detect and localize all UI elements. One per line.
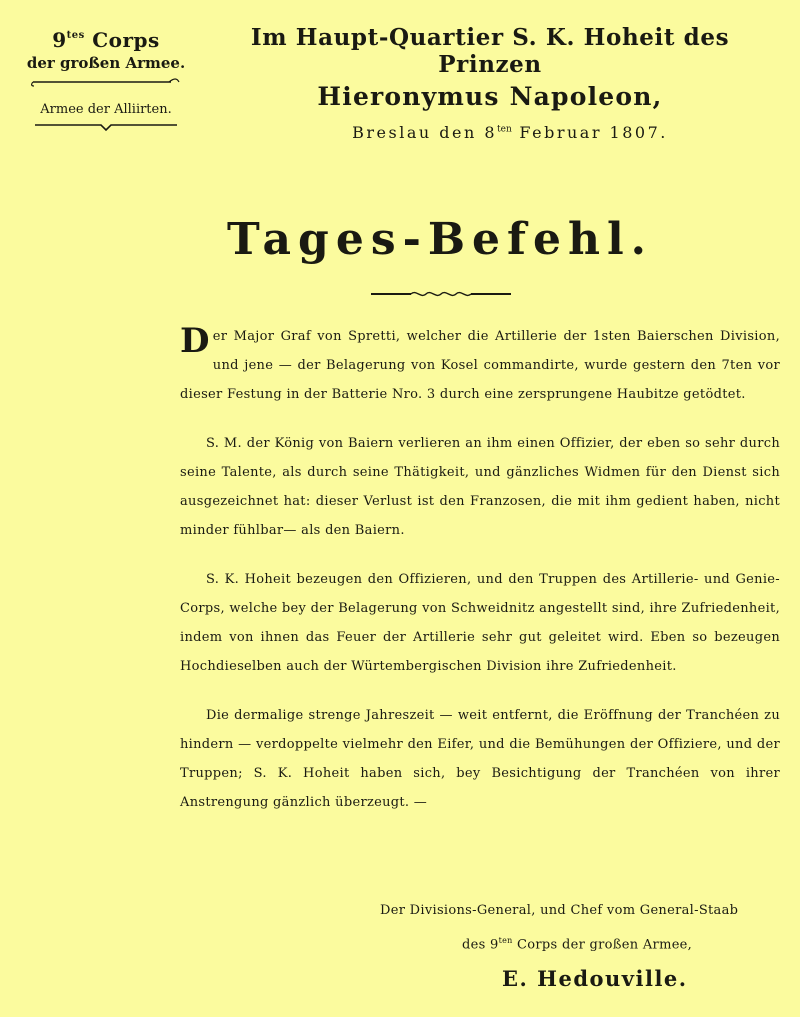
corner-flourish-bottom bbox=[31, 121, 181, 133]
title-ornament bbox=[0, 284, 800, 303]
corner-flourish-top bbox=[31, 76, 181, 88]
paragraph-2: S. M. der König von Baiern verlieren an ihm einen Offizier, der eben so sehr durch seine Talente, als durch seine Thätigkeit, und gänzliches Widmen für den Dienst sich ausgezeichnet hat: dieser Verlust ist den Franzosen, die mit ihm gedient haben, nicht minder fühlbar— als den Baiern. bbox=[180, 436, 780, 538]
paragraph-4: Die dermalige strenge Jahreszeit — weit entfernt, die Eröffnung der Tranchéen zu hindern — verdoppelte vielmehr den Eifer, und die Bemühungen der Offiziere, und der Truppen; S. K. Hoheit haben sich, bey Besichtigung der Tranchéen von ihrer Anstrengung gänzlich überzeugt. — bbox=[180, 708, 780, 810]
army-name: der großen Armee. bbox=[26, 54, 186, 72]
order-body bbox=[180, 322, 780, 837]
place-date: Breslau den $8^{ten}$ Februar 1807. bbox=[352, 123, 668, 142]
signatory-corps: des $9^{ten}$ Corps der großen Armee, bbox=[462, 936, 693, 953]
document-title: Tages-Befehl. bbox=[227, 214, 653, 265]
signatory-name: E. Hedouville. bbox=[502, 966, 688, 992]
prince-name: Hieronymus Napoleon, bbox=[317, 82, 663, 111]
signatory-title: Der Divisions-General, und Chef vom General-Staab bbox=[380, 903, 739, 918]
paragraph-3: S. K. Hoheit bezeugen den Offizieren, und den Truppen des Artillerie- und Genie-Corps, welche bey der Belagerung von Schweidnitz angestellt sind, ihre Zufriedenheit, indem von ihnen das Feuer der Artillerie sehr gut geleitet wird. Eben so bezeugen Hochdieselben auch der Würtembergischen Division ihre Zufriedenheit. bbox=[180, 572, 780, 674]
ornament-rule bbox=[371, 289, 511, 299]
signature-block bbox=[380, 896, 780, 994]
headquarters-line: Im Haupt-Quartier S. K. Hoheit des Prinzen bbox=[250, 24, 730, 78]
document-header bbox=[200, 24, 780, 142]
corps-number: $9^{tes}$ Corps bbox=[52, 28, 160, 52]
corps-designation bbox=[22, 28, 190, 133]
paragraph-1: Der Major Graf von Spretti, welcher die Artillerie der 1sten Baierschen Division, und jene — der Belagerung von Kosel commandirte, wurde gestern den 7ten vor dieser Festung in der Batterie Nro. 3 durch eine zersprungene Haubitze getödtet. bbox=[180, 321, 780, 402]
allied-army: Armee der Alliirten. bbox=[40, 102, 172, 117]
